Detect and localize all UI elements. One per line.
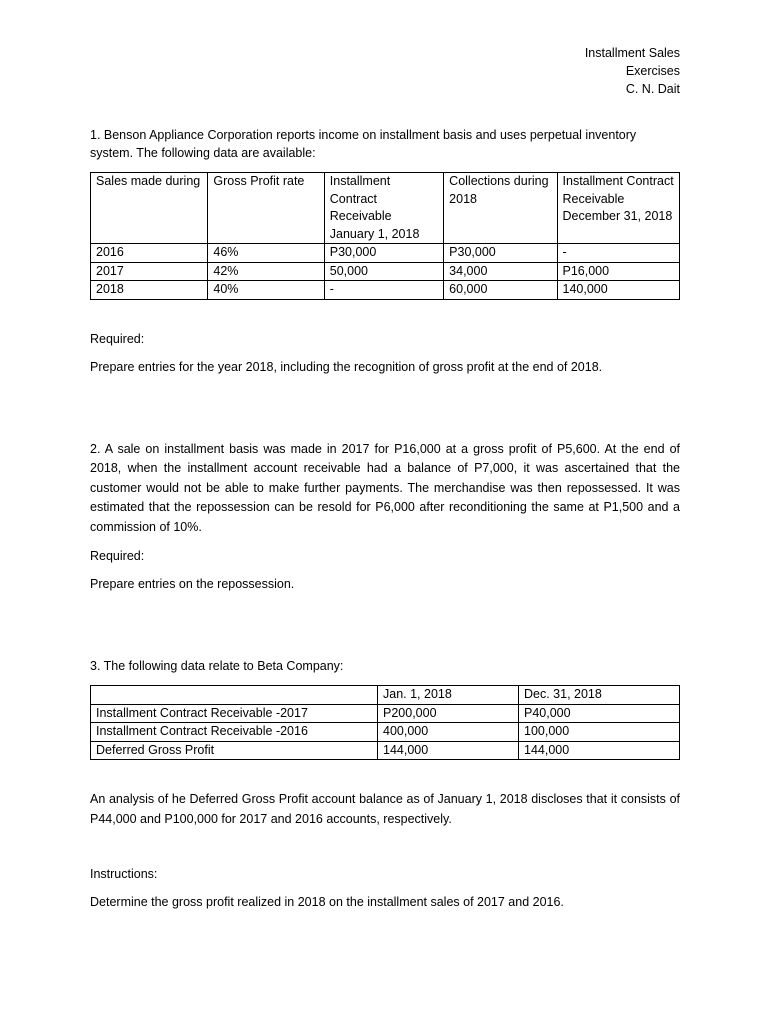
table-cell: P30,000	[324, 244, 443, 263]
table-cell: Installment Contract Receivable -2016	[91, 723, 378, 742]
document-subtitle: Exercises	[625, 64, 680, 78]
table-cell: Installment Contract Receivable -2017	[91, 704, 378, 723]
question-3-intro: 3. The following data relate to Beta Company:	[90, 659, 344, 673]
document-page	[90, 44, 680, 911]
question-2-required-label: Required:	[90, 549, 145, 563]
table-cell: 34,000	[444, 262, 557, 281]
table-cell: 42%	[208, 262, 324, 281]
table-header-row	[91, 173, 680, 244]
table-cell: 60,000	[444, 281, 557, 300]
table-cell: P200,000	[378, 704, 519, 723]
table-cell: 2016	[91, 244, 208, 263]
table-cell: 100,000	[519, 723, 680, 742]
table-row	[91, 723, 680, 742]
table-cell: -	[324, 281, 443, 300]
table-cell: Deferred Gross Profit	[91, 741, 378, 760]
question-1-intro: 1. Benson Appliance Corporation reports income on installment basis and uses perpetual inventory system. The following data are available:	[90, 128, 637, 160]
table-cell: 46%	[208, 244, 324, 263]
question-1-table	[90, 172, 680, 300]
table-row	[91, 244, 680, 263]
document-author: C. N. Dait	[625, 82, 680, 96]
table-cell: 144,000	[378, 741, 519, 760]
document-header	[90, 44, 680, 98]
table-header-row	[91, 686, 680, 705]
table-cell: P16,000	[557, 262, 679, 281]
table-cell: 140,000	[557, 281, 679, 300]
table-cell: 40%	[208, 281, 324, 300]
question-3-analysis: An analysis of he Deferred Gross Profit account balance as of January 1, 2018 discloses that it consists of P44,000 and P100,000 for 2017 and 2016 accounts, respectively.	[90, 792, 680, 826]
table-row	[91, 262, 680, 281]
question-2-required-text: Prepare entries on the repossession.	[90, 577, 295, 591]
table-row	[91, 741, 680, 760]
table-header-cell: Installment Contract Receivable January 1, 2018	[324, 173, 443, 244]
question-2-text: 2. A sale on installment basis was made in 2017 for P16,000 at a gross profit of P5,600. At the end of 2018, when the installment account receivable had a balance of P7,000, it was ascertained that the customer would not be able to make further payments. The merchandise was then repossessed. It was estimated that the repossession can be resold for P6,000 after reconditioning the same at P1,500 and a commission of 10%.	[90, 441, 680, 534]
table-header-cell: Installment Contract Receivable December 31, 2018	[557, 173, 679, 244]
table-cell: P30,000	[444, 244, 557, 263]
question-1-required-label: Required:	[90, 331, 145, 346]
table-cell: 400,000	[378, 723, 519, 742]
table-header-cell: Gross Profit rate	[208, 173, 324, 244]
table-cell: 50,000	[324, 262, 443, 281]
table-cell: P40,000	[519, 704, 680, 723]
table-cell: 2017	[91, 262, 208, 281]
table-header-cell: Sales made during	[91, 173, 208, 244]
question-3-instructions-label: Instructions:	[90, 867, 158, 881]
table-header-cell: Jan. 1, 2018	[378, 686, 519, 705]
table-row	[91, 704, 680, 723]
table-header-cell: Collections during 2018	[444, 173, 557, 244]
question-3-instructions-text: Determine the gross profit realized in 2018 on the installment sales of 2017 and 2016.	[90, 895, 564, 909]
table-row	[91, 281, 680, 300]
question-1-required-text: Prepare entries for the year 2018, including the recognition of gross profit at the end of 2018.	[90, 359, 603, 374]
table-cell: -	[557, 244, 679, 263]
table-header-cell	[91, 686, 378, 705]
question-3-table	[90, 685, 680, 760]
table-header-cell: Dec. 31, 2018	[519, 686, 680, 705]
table-cell: 2018	[91, 281, 208, 300]
document-title: Installment Sales	[584, 46, 680, 60]
table-cell: 144,000	[519, 741, 680, 760]
